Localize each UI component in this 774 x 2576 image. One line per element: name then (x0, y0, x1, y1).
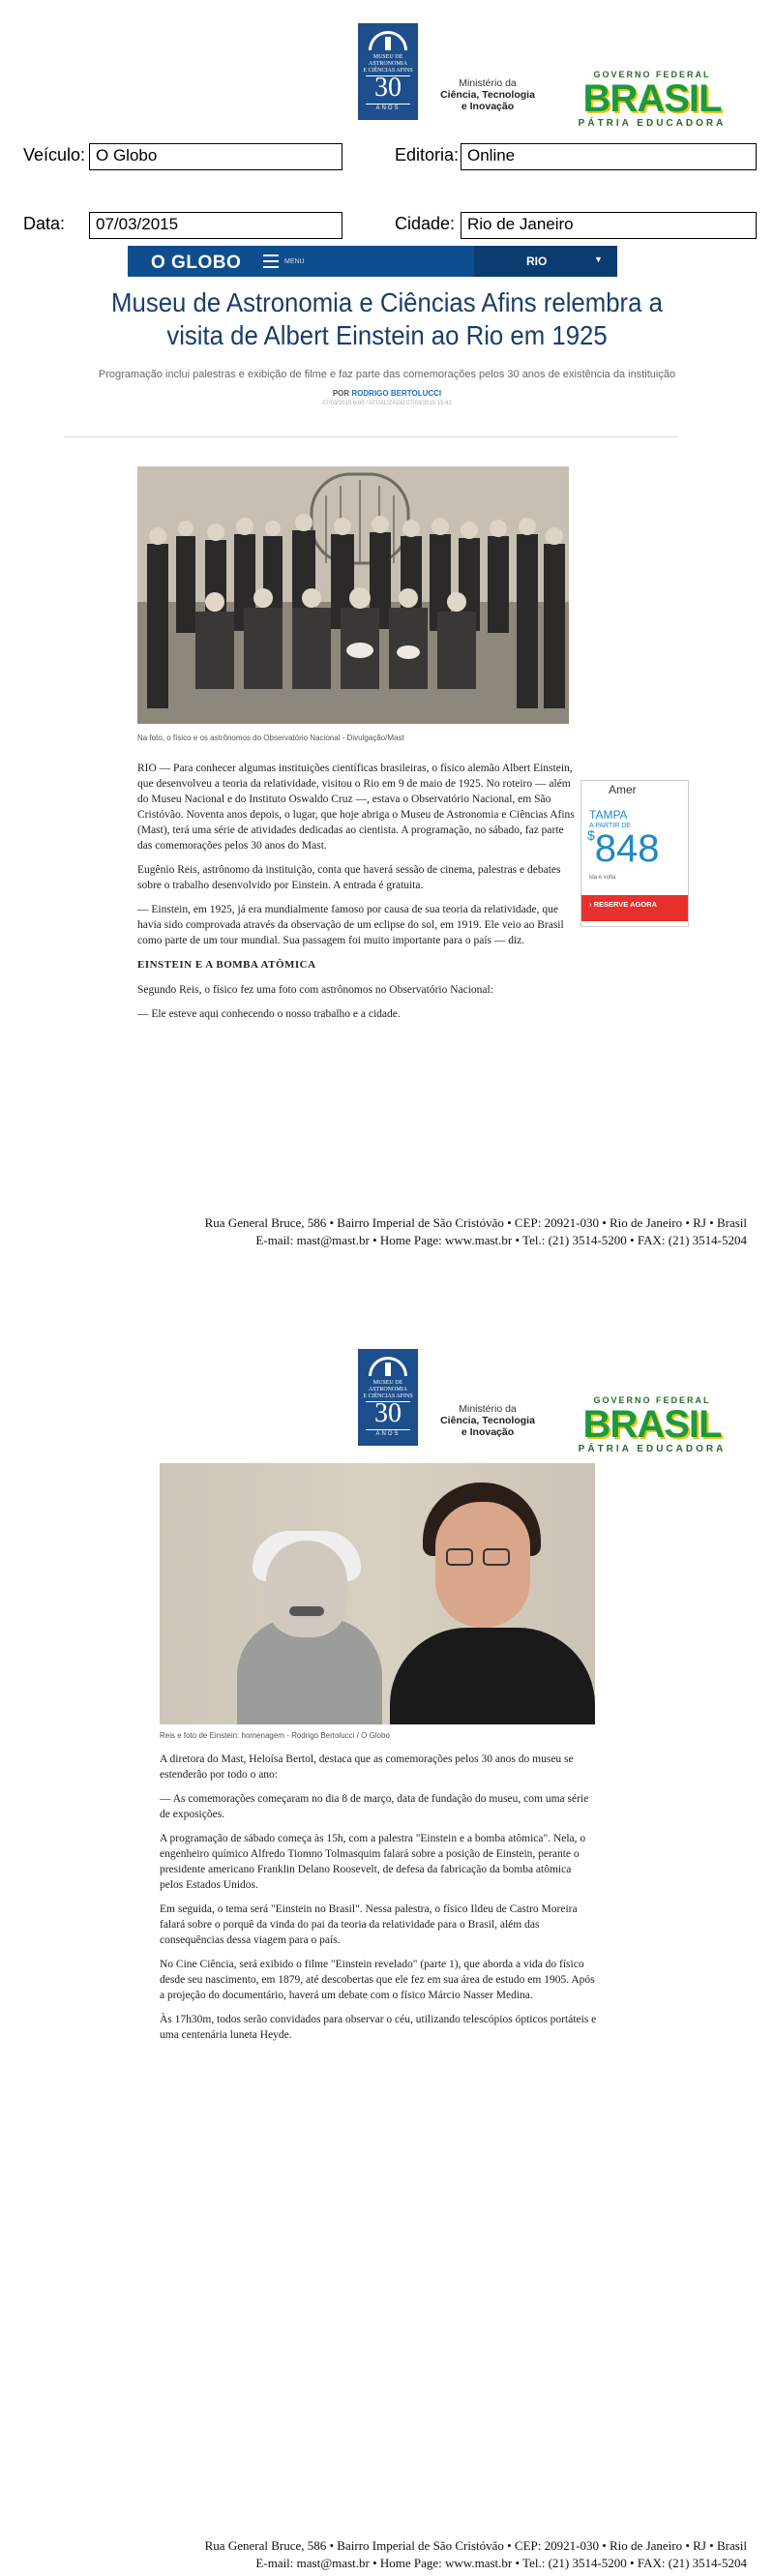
paragraph: No Cine Ciência, será exibido o filme "Einstein revelado" (parte 1), que aborda a vida do físico desde seu nascimento, em 1879, até descobertas que ele fez em sua área de estudo em 1905. Após a projeção do documentário, haverá um debate com o físico Márcio Nasser Medina. (160, 1959, 595, 2001)
paragraph: Em seguida, o tema será "Einstein no Brasil". Nessa palestra, o físico Ildeu de Castro Moreira falará sobre o porquê da vinda do pai da teoria da relatividade para o Brasil, além das consequências dessa viagem para o país. (160, 1903, 578, 1946)
ad-bottom-bar (581, 914, 688, 921)
footer-contact: E-mail: mast@mast.br • Home Page: www.mast.br • Tel.: (21) 3514-5200 • FAX: (21) 3514-5204 (255, 1233, 747, 1247)
einstein-1925-photo (137, 466, 569, 724)
ad-price-value: 848 (594, 827, 660, 870)
paragraph: — Ele esteve aqui conhecendo o nosso trabalho e a cidade. (137, 1008, 401, 1020)
paragraph: — Einstein, em 1925, já era mundialmente famoso por causa de sua teoria da relatividade, que havia sido comprovada através da observação de um eclipse do sol, em 1919. Ele veio ao Brasil como parte de um tour mundial. Sua passagem foi muito importante para o país — diz. (137, 904, 564, 946)
footer-contact: E-mail: mast@mast.br • Home Page: www.mast.br • Tel.: (21) 3514-5200 • FAX: (21) 3514-5204 (255, 2556, 747, 2570)
photo2-caption: Reis e foto de Einstein: homenagem - Rodrigo Bertolucci / O Globo (160, 1731, 390, 1740)
group-photo-illustration (137, 466, 569, 724)
globo-brand[interactable]: O GLOBO (151, 253, 242, 273)
paragraph: Às 17h30m, todos serão convidados para observar o céu, utilizando telescópios ópticos portáteis e uma centenária luneta Heyde. (160, 2014, 597, 2041)
government-logo (571, 1395, 733, 1454)
paragraph: Eugênio Reis, astrônomo da instituição, conta que haverá sessão de cinema, palestras e debates sobre o trabalho desenvolvido por Einstein. A entrada é gratuita. (137, 864, 561, 891)
article-body (137, 761, 575, 1031)
paragraph: Segundo Reis, o físico fez uma foto com astrônomos no Observatório Nacional: (137, 984, 493, 996)
page-footer (39, 1214, 747, 1249)
government-top: GOVERNO FEDERAL (593, 70, 711, 79)
menu-label[interactable]: MENU (284, 258, 305, 265)
headline-line1: Museu de Astronomia e Ciências Afins relembra a (111, 287, 663, 317)
subhead: Programação inclui palestras e exibição de filme e faz parte das comemorações pelos 30 anos de existência da instituição (98, 369, 676, 380)
ministry-line2: Ciência, Tecnologia (440, 1415, 535, 1426)
paragraph: A programação de sábado começa às 15h, com a palestra "Einstein e a bomba atômica". Nela, o engenheiro químico Alfredo Tiomno Tolmasquim falará sobre a posição de Einstein, perante o presidente americano Franklin Delano Roosevelt, de defesa da fabricação da bomba atômica pelos Estados Unidos. (160, 1833, 586, 1891)
ministry-line3: e Inovação (461, 1426, 515, 1438)
mast-logo-line1: MUSEU DE (372, 1380, 403, 1386)
government-logo (571, 70, 733, 129)
ad-currency: $ (587, 827, 595, 843)
byline-prefix: POR (332, 389, 350, 398)
mast-logo-line3: E CIÊNCIAS AFINS (363, 1393, 413, 1399)
divider (366, 1429, 410, 1430)
byline (58, 389, 716, 398)
veiculo-label: Veículo: (23, 145, 86, 165)
dome-icon (369, 31, 407, 50)
section-heading: EINSTEIN E A BOMBA ATÔMICA (137, 959, 316, 971)
divider (366, 104, 410, 105)
divider (64, 436, 677, 437)
mast-logo-line2: ASTRONOMIA (368, 1387, 407, 1393)
mast-logo-line1: MUSEU DE (372, 54, 403, 60)
ad-price (587, 827, 660, 871)
government-brasil: BRASIL (582, 1403, 722, 1446)
city-tab-label: RIO (526, 255, 548, 268)
editoria-label: Editoria: (395, 145, 460, 165)
reserve-button[interactable]: › RESERVE AGORA (581, 895, 689, 914)
data-label: Data: (23, 214, 66, 233)
government-brasil: BRASIL (582, 77, 722, 120)
photo1-caption: Na foto, o físico e os astrônomos do Observatório Nacional - Divulgação/Mast (137, 734, 404, 742)
dateline: 07/03/2015 6:00 / ATUALIZADO 07/03/2015 15:42 (322, 401, 452, 406)
footer-address: Rua General Bruce, 586 • Bairro Imperial de São Cristóvão • CEP: 20921-030 • Rio de Janeiro • RJ • Brasil (204, 2538, 747, 2553)
paragraph: — As comemorações começaram no dia 8 de março, data de fundação do museu, com uma série de exposições. (160, 1793, 589, 1820)
headline-line2: visita de Albert Einstein ao Rio em 1925 (166, 320, 608, 350)
ministry-line3: e Inovação (461, 101, 515, 112)
editoria-field[interactable]: Online (461, 143, 757, 170)
government-bottom: PÁTRIA EDUCADORA (578, 118, 727, 129)
ad-apartir: A PARTIR DE (589, 823, 631, 829)
mast-logo-line3: E CIÊNCIAS AFINS (363, 68, 413, 74)
government-top: GOVERNO FEDERAL (593, 1395, 711, 1405)
ad-city: TAMPA (589, 808, 628, 822)
mast-logo-number: 30 (374, 1398, 402, 1428)
mast-logo-anos: ANOS (375, 105, 401, 111)
globo-navbar (128, 246, 617, 277)
mast-logo (358, 1349, 418, 1446)
cidade-field[interactable]: Rio de Janeiro (461, 212, 757, 239)
reis-einstein-photo (160, 1463, 595, 1724)
page-footer (39, 2537, 747, 2572)
ad-brand: Amer (609, 783, 637, 796)
ministry-line1: Ministério da (459, 77, 517, 89)
veiculo-field[interactable]: O Globo (89, 143, 342, 170)
ministry-logo (433, 1403, 542, 1438)
paragraph: RIO — Para conhecer algumas instituições científicas brasileiras, o físico alemão Albert Einstein, que desenvolveu a teoria da relatividade, visitou o Rio em 9 de maio de 1925. No roteiro — além do Museu Nacional e do Instituto Oswaldo Cruz —, estava o Observatório Nacional, em São Cristóvão. Noventa anos depois, o lugar, que hoje abriga o Museu de Astronomia e Ciências Afins (Mast), terá uma série de atividades dedicadas ao cientista. A programação, no sábado, faz parte das comemorações pelos 30 anos do Mast. (137, 763, 575, 852)
government-bottom: PÁTRIA EDUCADORA (578, 1444, 727, 1454)
travel-ad[interactable] (580, 780, 689, 927)
mast-logo-number: 30 (374, 73, 402, 103)
byline-author[interactable]: RODRIGO BERTOLUCCI (351, 389, 442, 398)
ministry-line1: Ministério da (459, 1403, 517, 1415)
mast-logo-anos: ANOS (375, 1431, 401, 1437)
mast-logo (358, 23, 418, 120)
cidade-label: Cidade: (395, 214, 456, 233)
data-field[interactable]: 07/03/2015 (89, 212, 342, 239)
menu-icon[interactable] (263, 255, 279, 272)
paragraph: A diretora do Mast, Heloísa Bertol, destaca que as comemorações pelos 30 anos do museu se estenderão por todo o ano: (160, 1753, 574, 1781)
headline (84, 286, 690, 352)
city-tab[interactable] (474, 246, 617, 277)
mast-logo-line2: ASTRONOMIA (368, 61, 407, 67)
ad-ida-volta: ida e volta (589, 875, 616, 881)
dome-icon (369, 1357, 407, 1376)
article-body-continued (160, 1752, 597, 2052)
ministry-line2: Ciência, Tecnologia (440, 89, 535, 101)
chevron-down-icon: ▼ (594, 255, 603, 264)
ministry-logo (433, 77, 542, 112)
footer-address: Rua General Bruce, 586 • Bairro Imperial de São Cristóvão • CEP: 20921-030 • Rio de Janeiro • RJ • Brasil (204, 1215, 747, 1230)
